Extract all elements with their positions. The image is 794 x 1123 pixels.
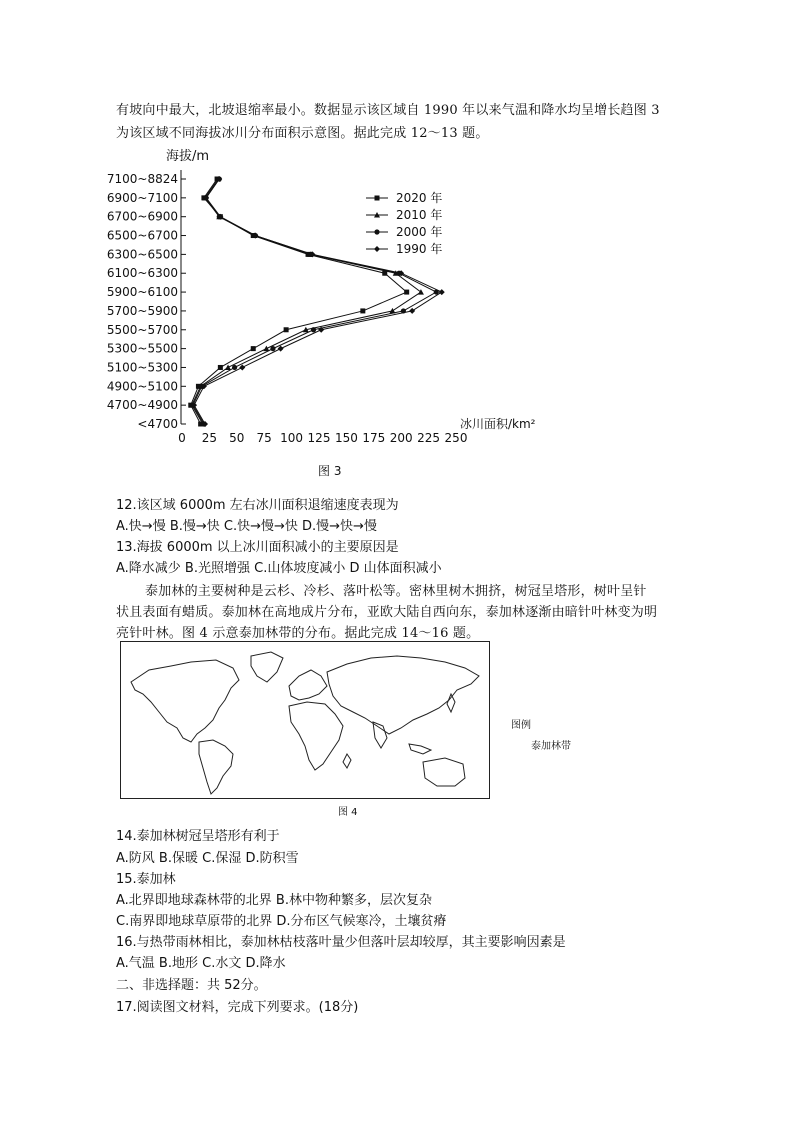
y-tick-label: 5500~5700 (106, 322, 178, 337)
x-tick-label: 200 (389, 431, 413, 445)
intro-line-1: 有坡向中最大，北坡退缩率最小。数据显示该区域自 1990 年以来气温和降水均呈增长趋图 3 (116, 103, 660, 118)
y-axis-title: 海拔/m (166, 149, 210, 164)
x-tick-labels (178, 431, 467, 445)
y-tick-labels (107, 172, 186, 431)
data-point (439, 289, 445, 295)
q12-options: A.快→慢 B.慢→快 C.快→慢→快 D.慢→快→慢 (116, 519, 377, 534)
q14-stem: 14.泰加林树冠呈塔形有利于 (116, 829, 280, 844)
y-tick-label: 5100~5300 (106, 360, 178, 375)
passage2-line-2: 状且表面有蜡质。泰加林在高地成片分布，亚欧大陆自西向东，泰加林逐渐由暗针叶林变为明 (116, 605, 658, 620)
figure-3-caption: 图 3 (318, 464, 342, 478)
x-tick-label: 0 (178, 431, 186, 445)
y-tick-label: 6700~6900 (106, 209, 178, 224)
y-tick-label: 4900~5100 (106, 379, 178, 394)
y-tick-label: <4700 (137, 417, 178, 431)
y-tick-label: 5900~6100 (106, 285, 178, 300)
q13-stem: 13.海拔 6000m 以上冰川面积减小的主要原因是 (116, 540, 399, 555)
x-tick-label: 25 (201, 431, 218, 445)
data-point (225, 364, 231, 370)
x-tick-label: 175 (362, 431, 386, 445)
y-tick-label: 6100~6300 (106, 266, 178, 281)
y-tick-label: 6300~6500 (106, 247, 178, 262)
y-tick-label: 4700~4900 (106, 398, 178, 413)
legend-label: 2000 年 (396, 225, 443, 239)
data-point (232, 365, 237, 370)
x-tick-label: 225 (417, 431, 441, 445)
x-tick-label: 75 (256, 431, 272, 445)
q16-options: A.气温 B.地形 C.水文 D.降水 (116, 956, 286, 971)
y-tick-label: 5700~5900 (106, 303, 178, 318)
world-map-outline (121, 642, 491, 800)
x-tick-label: 100 (280, 431, 304, 445)
data-point (218, 365, 223, 370)
data-point (284, 327, 289, 332)
q17-stem: 17.阅读图文材料，完成下列要求。(18分) (116, 1000, 359, 1015)
intro-line-2: 为该区域不同海拔冰川分布面积示意图。据此完成 12～13 题。 (116, 126, 489, 141)
x-tick-label: 125 (307, 431, 331, 445)
series-line (192, 179, 421, 424)
legend-label: 2020 年 (396, 191, 443, 205)
data-point (239, 364, 245, 370)
data-point (374, 246, 380, 252)
figure-4-caption: 图 4 (338, 807, 358, 818)
data-point (409, 308, 415, 314)
data-point (374, 229, 379, 234)
q12-stem: 12.该区域 6000m 左右冰川面积退缩速度表现为 (116, 498, 399, 513)
q15-stem: 15.泰加林 (116, 872, 176, 887)
x-tick-label: 250 (444, 431, 468, 445)
legend-title: 图例 (511, 720, 531, 731)
x-tick-label: 50 (229, 431, 245, 445)
data-point (404, 290, 409, 295)
data-point (270, 346, 275, 351)
series-line (191, 179, 407, 424)
legend-label: 1990 年 (396, 242, 443, 256)
q14-options: A.防风 B.保暖 C.保湿 D.防积雪 (116, 851, 299, 866)
y-tick-label: 5300~5500 (106, 341, 178, 356)
y-tick-label: 6900~7100 (106, 190, 178, 205)
chart-legend (366, 190, 442, 256)
legend-item-taiga: 泰加林带 (531, 741, 571, 752)
section-2-title: 二、非选择题：共 52分。 (116, 978, 267, 993)
q15-options-cd: C.南界即地球草原带的北界 D.分布区气候寒冷，土壤贫瘠 (116, 914, 447, 929)
legend-label: 2010 年 (396, 208, 443, 222)
q13-options: A.降水减少 B.光照增强 C.山体坡度减小 D 山体面积减小 (116, 561, 442, 576)
data-point (251, 346, 256, 351)
q16-stem: 16.与热带雨林相比，泰加林枯枝落叶量少但落叶层却较厚，其主要影响因素是 (116, 935, 566, 950)
passage2-line-1: 泰加林的主要树种是云杉、冷杉、落叶松等。密林里树木拥挤，树冠呈塔形，树叶呈针 (145, 584, 647, 599)
data-point (311, 327, 316, 332)
data-point (360, 308, 365, 313)
y-tick-label: 7100~8824 (106, 172, 178, 186)
figure-3-chart (106, 140, 586, 450)
y-tick-label: 6500~6700 (106, 228, 178, 243)
x-tick-label: 150 (334, 431, 358, 445)
passage2-line-3: 亮针叶林。图 4 示意泰加林带的分布。据此完成 14～16 题。 (116, 626, 480, 641)
data-point (375, 196, 380, 201)
q15-options-ab: A.北界即地球森林带的北界 B.林中物种繁多，层次复杂 (116, 893, 432, 908)
figure-4-world-map (120, 641, 490, 799)
x-axis-title: 冰川面积/km² (460, 417, 536, 431)
